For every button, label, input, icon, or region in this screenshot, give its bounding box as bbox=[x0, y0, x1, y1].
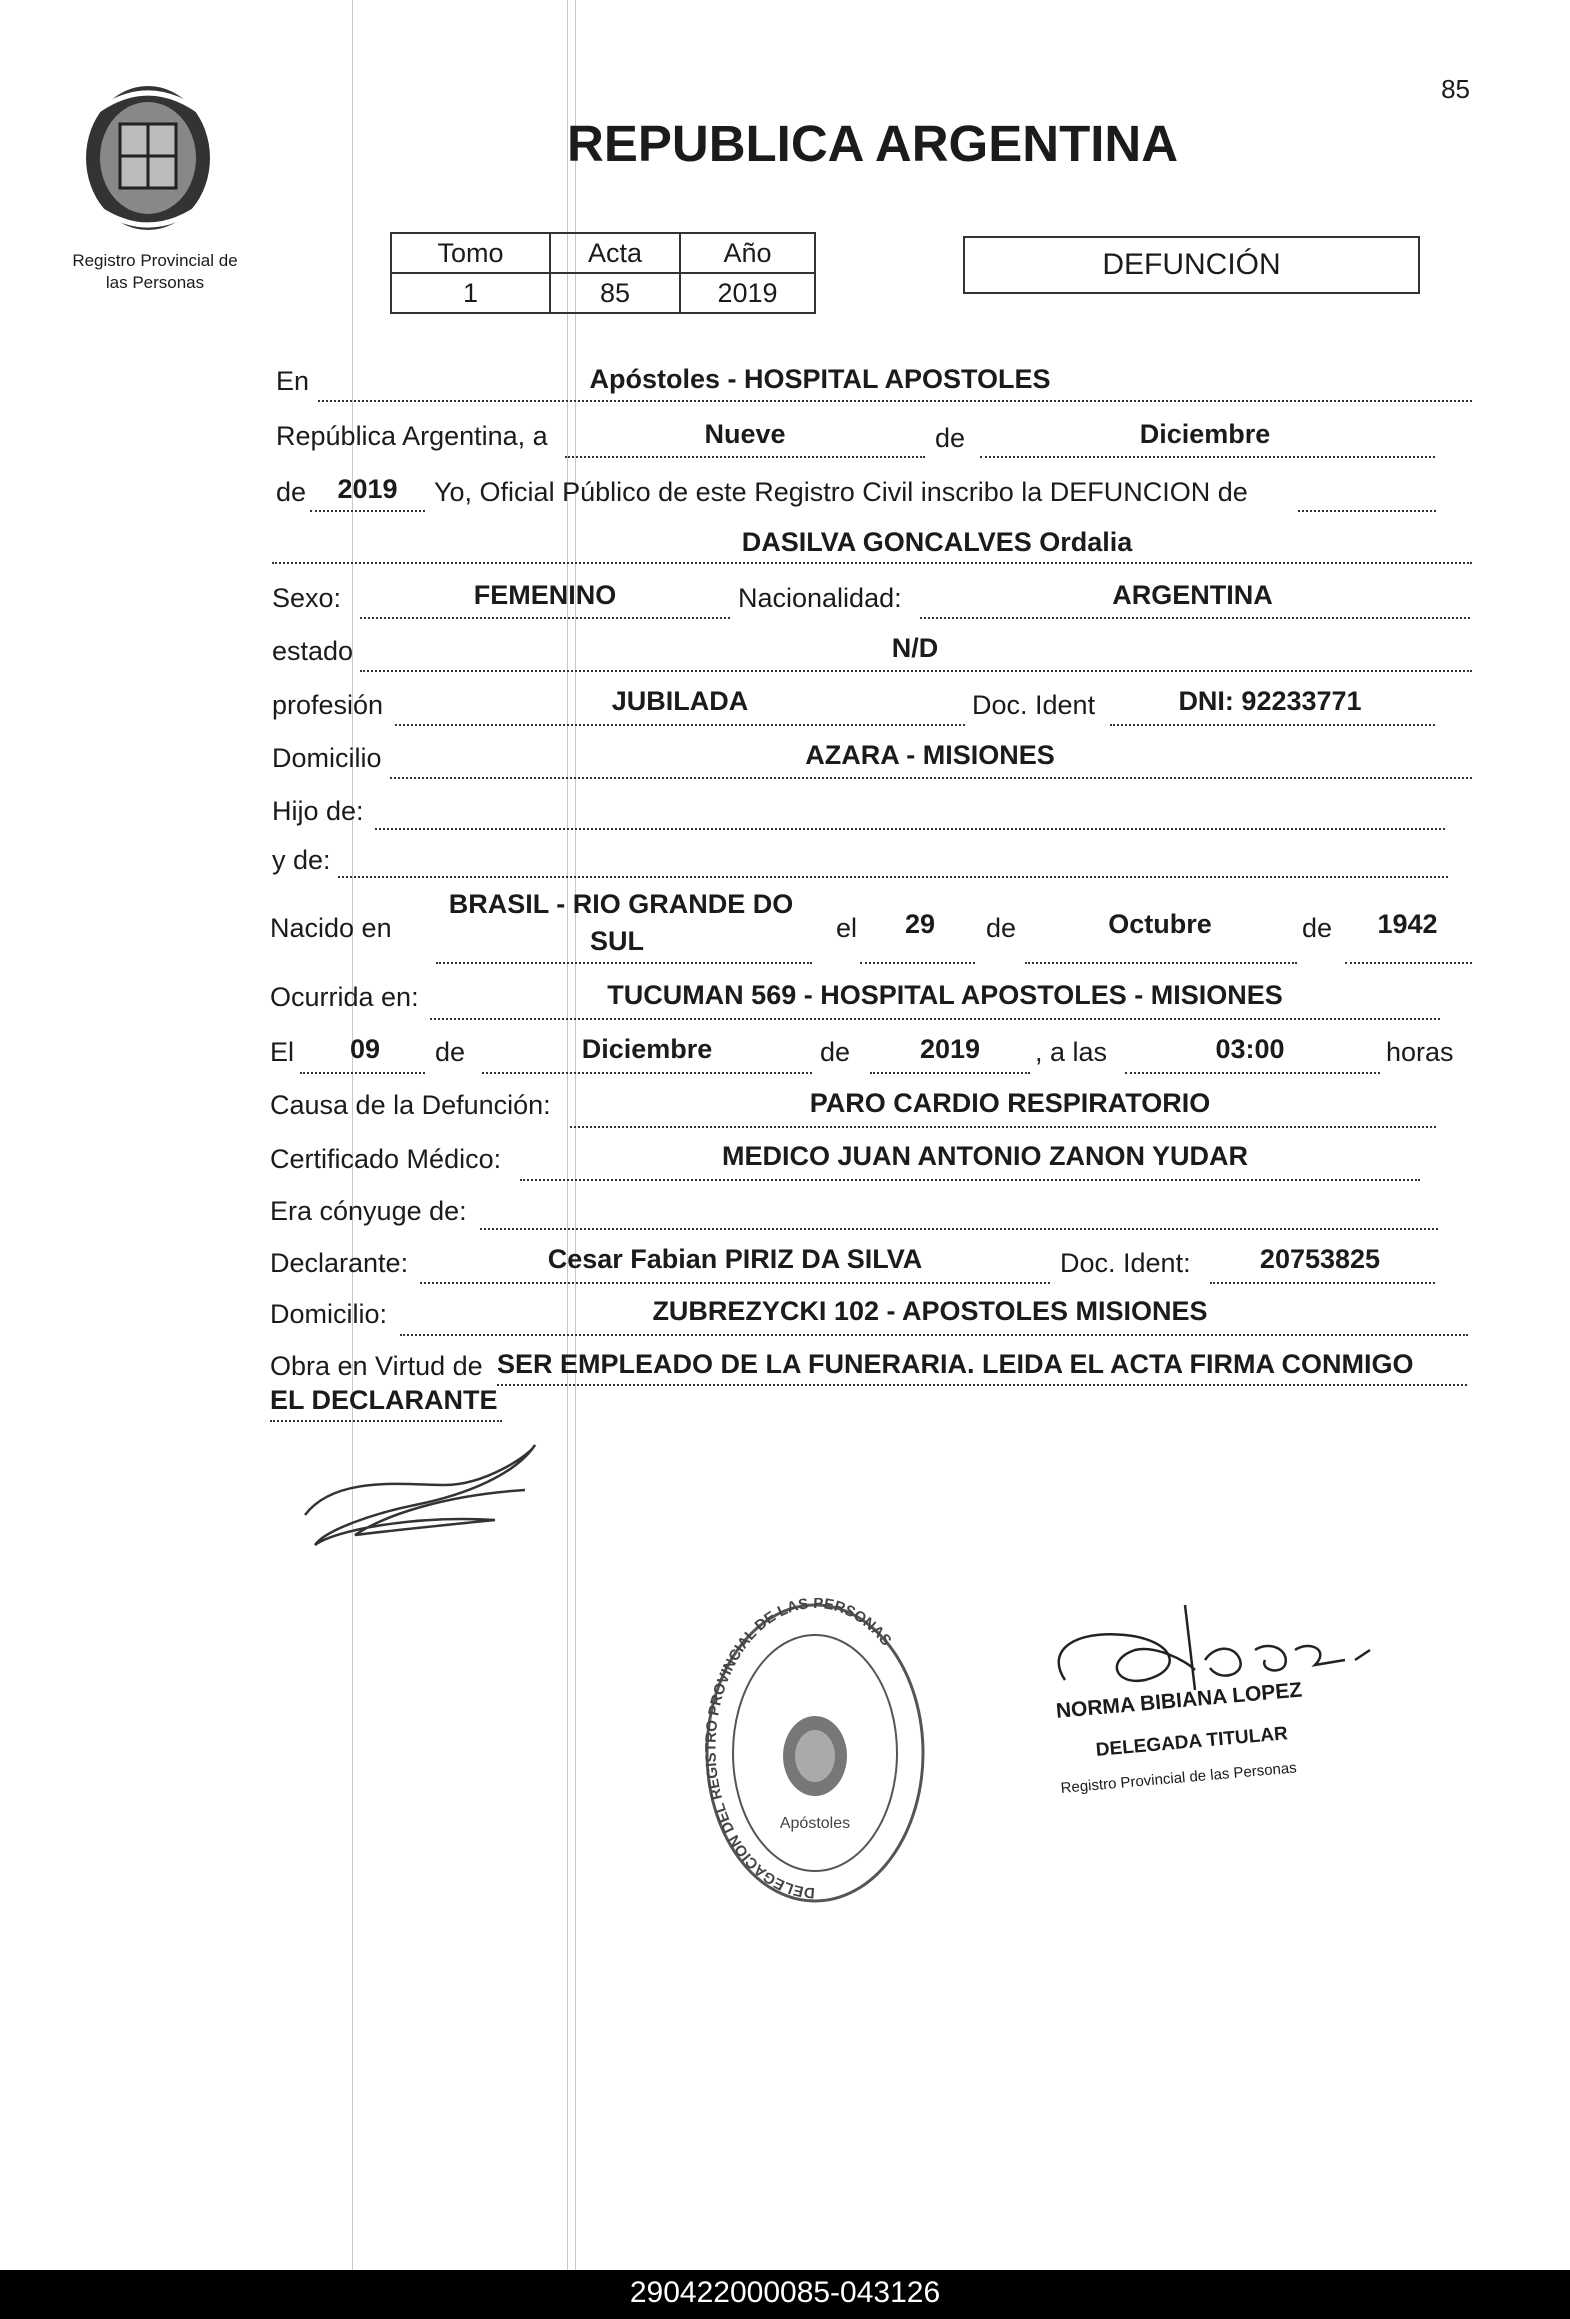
scan-line bbox=[567, 0, 568, 2270]
scan-line bbox=[575, 0, 576, 2270]
volume-table bbox=[390, 232, 816, 314]
causa-label: Causa de la Defunción: bbox=[270, 1090, 551, 1120]
doc-ident-value: DNI: 92233771 bbox=[1178, 686, 1362, 716]
nacionalidad-value: ARGENTINA bbox=[1112, 580, 1273, 610]
dotted-line bbox=[272, 562, 1472, 564]
certificado-label: Certificado Médico: bbox=[270, 1144, 502, 1174]
dotted-line bbox=[318, 400, 1472, 402]
svg-text:Apóstoles: Apóstoles bbox=[779, 1815, 851, 1832]
official-stamp bbox=[700, 1598, 930, 1908]
dotted-line bbox=[1125, 1072, 1380, 1074]
birth-de2: de bbox=[1302, 913, 1333, 943]
de-label: de bbox=[276, 477, 307, 507]
day-text: Nueve bbox=[704, 419, 786, 449]
profesion-value: JUBILADA bbox=[611, 686, 749, 716]
birth-year: 1942 bbox=[1377, 909, 1438, 939]
dotted-line bbox=[395, 724, 965, 726]
dotted-line bbox=[360, 617, 730, 619]
domicilio2-value: ZUBREZYCKI 102 - APOSTOLES MISIONES bbox=[652, 1296, 1208, 1326]
nacido-line2: SUL bbox=[590, 926, 644, 956]
obra-value-line2: EL DECLARANTE bbox=[270, 1385, 498, 1415]
dotted-line bbox=[1210, 1282, 1435, 1284]
dotted-line bbox=[1345, 962, 1472, 964]
dotted-line bbox=[1298, 510, 1436, 512]
horas-label: horas bbox=[1386, 1037, 1454, 1067]
de-label: de bbox=[935, 423, 966, 453]
month-text: Diciembre bbox=[1139, 419, 1271, 449]
page-title: REPUBLICA ARGENTINA bbox=[567, 115, 1179, 172]
tomo-value: 1 bbox=[391, 273, 550, 313]
hijo-label: Hijo de: bbox=[272, 796, 364, 826]
death-year: 2019 bbox=[919, 1034, 981, 1064]
scan-line bbox=[352, 0, 353, 2270]
doc-ident-label: Doc. Ident bbox=[972, 690, 1096, 720]
birth-month: Octubre bbox=[1108, 909, 1212, 939]
official-registry: Registro Provincial de las Personas bbox=[1060, 1759, 1298, 1797]
dotted-line bbox=[300, 1072, 425, 1074]
nacido-line1: BRASIL - RIO GRANDE DO bbox=[448, 889, 794, 919]
doc-type-box bbox=[963, 236, 1420, 294]
profesion-label: profesión bbox=[272, 690, 384, 720]
domicilio-value: AZARA - MISIONES bbox=[805, 740, 1055, 770]
death-de2: de bbox=[820, 1037, 851, 1067]
dotted-line bbox=[520, 1179, 1420, 1181]
dotted-line bbox=[1025, 962, 1297, 964]
estado-label: estado bbox=[272, 636, 354, 666]
dotted-line bbox=[980, 456, 1435, 458]
death-month: Diciembre bbox=[581, 1034, 713, 1064]
dotted-line bbox=[436, 962, 812, 964]
doc-ident2-label: Doc. Ident: bbox=[1060, 1248, 1191, 1278]
dotted-line bbox=[870, 1072, 1030, 1074]
year: 2019 bbox=[337, 474, 398, 504]
declarante-value: Cesar Fabian PIRIZ DA SILVA bbox=[547, 1244, 923, 1274]
barcode-number: 290422000085-043126 bbox=[629, 2276, 941, 2309]
dotted-line bbox=[570, 1126, 1436, 1128]
dotted-line bbox=[430, 1018, 1440, 1020]
el-label: El bbox=[270, 1037, 295, 1067]
doc-type: DEFUNCIÓN bbox=[1102, 248, 1281, 281]
declarante-label: Declarante: bbox=[270, 1248, 409, 1278]
dotted-line bbox=[390, 777, 1472, 779]
death-day: 09 bbox=[349, 1034, 381, 1064]
dotted-line bbox=[270, 1420, 502, 1422]
dotted-line bbox=[400, 1334, 1468, 1336]
nacionalidad-label: Nacionalidad: bbox=[738, 583, 902, 613]
domicilio2-label: Domicilio: bbox=[270, 1299, 388, 1329]
tomo-header: Tomo bbox=[391, 233, 550, 273]
official-title: DELEGADA TITULAR bbox=[1095, 1723, 1289, 1761]
dotted-line bbox=[482, 1072, 812, 1074]
sexo-value: FEMENINO bbox=[473, 580, 617, 610]
dotted-line bbox=[480, 1228, 1438, 1230]
dotted-line bbox=[375, 828, 1445, 830]
ano-value: 2019 bbox=[680, 273, 815, 313]
official-name: NORMA BIBIANA LOPEZ bbox=[1055, 1678, 1304, 1723]
domicilio-label: Domicilio bbox=[272, 743, 382, 773]
certificado-value: MEDICO JUAN ANTONIO ZANON YUDAR bbox=[721, 1141, 1249, 1171]
dotted-line bbox=[360, 670, 1472, 672]
en-label: En bbox=[276, 366, 310, 396]
ano-header: Año bbox=[680, 233, 815, 273]
page-number: 85 bbox=[1441, 74, 1470, 104]
dotted-line bbox=[920, 617, 1470, 619]
registry-name: Registro Provincial de las Personas bbox=[72, 251, 238, 292]
birth-de1: de bbox=[986, 913, 1017, 943]
dotted-line bbox=[497, 1384, 1467, 1386]
el-label: el bbox=[836, 913, 858, 943]
conyuge-label: Era cónyuge de: bbox=[270, 1196, 467, 1226]
acta-header: Acta bbox=[550, 233, 680, 273]
causa-value: PARO CARDIO RESPIRATORIO bbox=[809, 1088, 1211, 1118]
dotted-line bbox=[1110, 724, 1435, 726]
deceased-name: DASILVA GONCALVES Ordalia bbox=[741, 527, 1133, 557]
ocurrida-value: TUCUMAN 569 - HOSPITAL APOSTOLES - MISIONES bbox=[607, 980, 1283, 1010]
nacido-label: Nacido en bbox=[270, 913, 392, 943]
coat-of-arms-logo bbox=[78, 78, 218, 238]
republica-label: República Argentina, a bbox=[276, 421, 548, 451]
y-de-label: y de: bbox=[272, 845, 331, 875]
death-de1: de bbox=[435, 1037, 466, 1067]
ocurrida-label: Ocurrida en: bbox=[270, 982, 419, 1012]
birth-day: 29 bbox=[904, 909, 936, 939]
declarant-signature bbox=[295, 1435, 555, 1565]
dotted-line bbox=[420, 1282, 1050, 1284]
acta-value: 85 bbox=[550, 273, 680, 313]
death-time: 03:00 bbox=[1215, 1034, 1285, 1064]
obra-label: Obra en Virtud de bbox=[270, 1351, 483, 1381]
dotted-line bbox=[565, 456, 925, 458]
dotted-line bbox=[860, 962, 975, 964]
inscribe-text: Yo, Oficial Público de este Registro Civil inscribo la DEFUNCION de bbox=[434, 477, 1248, 507]
dotted-line bbox=[310, 510, 425, 512]
svg-text:DELEGACION DEL REGISTRO PROVIN: DELEGACION DEL REGISTRO PROVINCIAL DE LAS PERSONAS bbox=[702, 1598, 895, 1902]
sexo-label: Sexo: bbox=[272, 583, 342, 613]
alas-label: , a las bbox=[1035, 1037, 1108, 1067]
doc-ident2-value: 20753825 bbox=[1259, 1244, 1381, 1274]
dotted-line bbox=[338, 876, 1448, 878]
en-value: Apóstoles - HOSPITAL APOSTOLES bbox=[589, 364, 1051, 394]
obra-value-line1: SER EMPLEADO DE LA FUNERARIA. LEIDA EL ACTA FIRMA CONMIGO bbox=[497, 1349, 1414, 1379]
estado-value: N/D bbox=[891, 633, 939, 663]
